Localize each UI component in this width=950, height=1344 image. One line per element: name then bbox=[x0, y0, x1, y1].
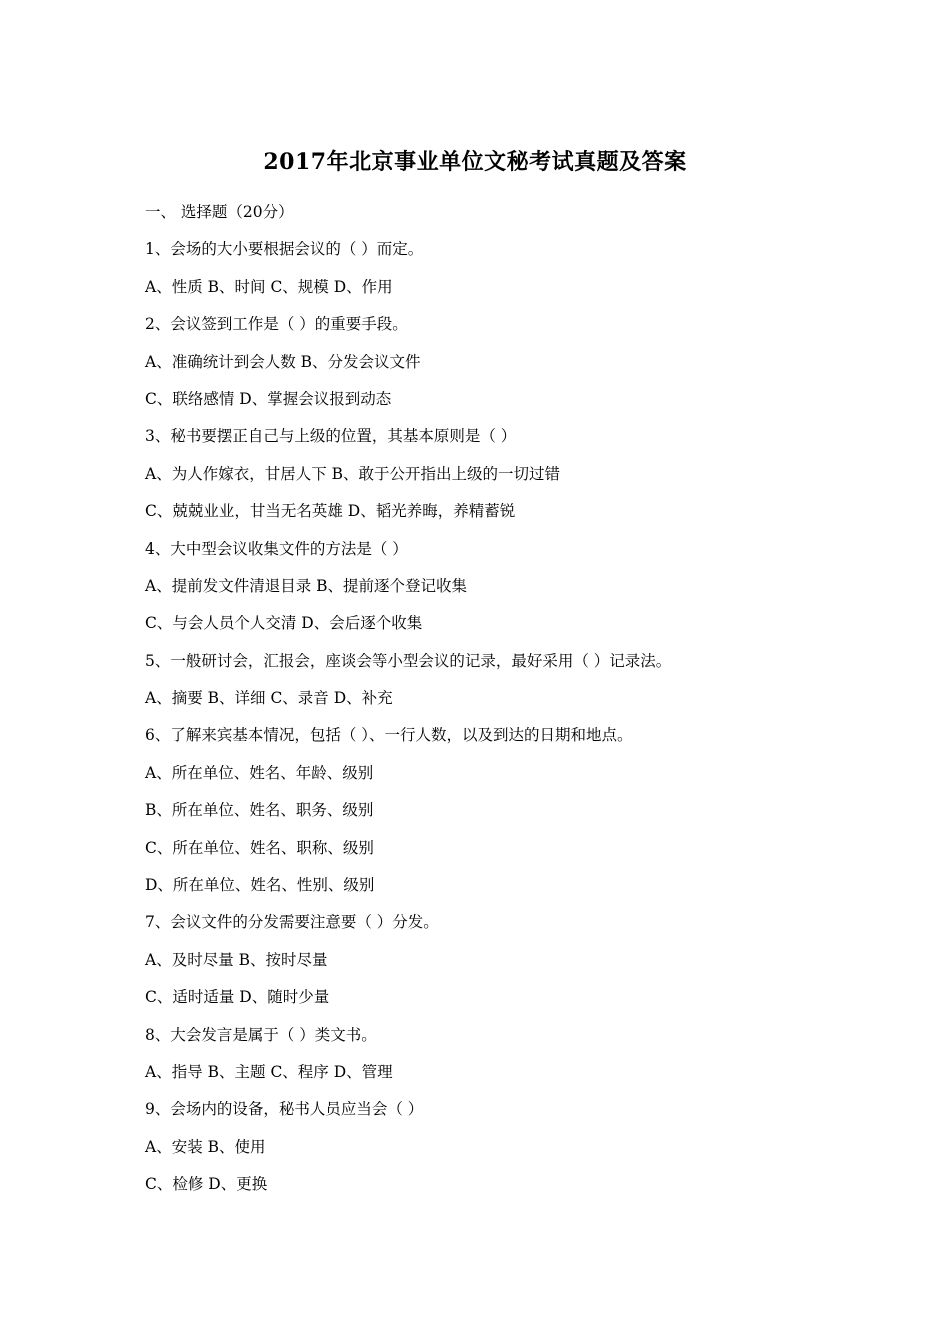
page-title: 2017年北京事业单位文秘考试真题及答案 bbox=[263, 149, 687, 175]
question-4-options-cd: C、与会人员个人交清 D、会后逐个收集 bbox=[145, 614, 423, 633]
question-6: 6、了解来宾基本情况，包括（ ）、一行人数，以及到达的日期和地点。 bbox=[145, 726, 633, 745]
question-2-options-cd: C、联络感情 D、掌握会议报到动态 bbox=[145, 389, 392, 408]
question-9-options-ab: A、安装 B、使用 bbox=[145, 1137, 266, 1156]
question-4-options-ab: A、提前发文件清退目录 B、提前逐个登记收集 bbox=[145, 576, 468, 595]
section-heading: 一、 选择题（20分） bbox=[145, 203, 294, 221]
question-7-options-ab: A、及时尽量 B、按时尽量 bbox=[145, 950, 328, 969]
question-6-option-c: C、所在单位、姓名、职称、级别 bbox=[145, 838, 374, 857]
question-4: 4、大中型会议收集文件的方法是（ ） bbox=[145, 539, 408, 558]
question-7-options-cd: C、适时适量 D、随时少量 bbox=[145, 988, 330, 1007]
question-9: 9、会场内的设备，秘书人员应当会（ ） bbox=[145, 1100, 424, 1119]
question-1-options: A、性质 B、时间 C、规模 D、作用 bbox=[145, 277, 393, 296]
question-2: 2、会议签到工作是（ ）的重要手段。 bbox=[145, 315, 408, 334]
question-6-option-a: A、所在单位、姓名、年龄、级别 bbox=[145, 763, 374, 782]
question-5-options: A、摘要 B、详细 C、录音 D、补充 bbox=[145, 689, 393, 708]
exam-body bbox=[145, 198, 845, 1208]
question-3-options-cd: C、兢兢业业，甘当无名英雄 D、韬光养晦，养精蓄锐 bbox=[145, 502, 516, 521]
question-8-options: A、指导 B、主题 C、程序 D、管理 bbox=[145, 1062, 393, 1081]
question-9-options-cd: C、检修 D、更换 bbox=[145, 1175, 268, 1194]
question-2-options-ab: A、准确统计到会人数 B、分发会议文件 bbox=[145, 352, 421, 371]
question-8: 8、大会发言是属于（ ）类文书。 bbox=[145, 1025, 377, 1044]
question-6-option-d: D、所在单位、姓名、性别、级别 bbox=[145, 876, 375, 895]
question-6-option-b: B、所在单位、姓名、职务、级别 bbox=[145, 801, 374, 820]
question-7: 7、会议文件的分发需要注意要（ ）分发。 bbox=[145, 913, 439, 932]
question-5: 5、一般研讨会，汇报会，座谈会等小型会议的记录，最好采用（ ）记录法。 bbox=[145, 651, 672, 670]
question-3-options-ab: A、为人作嫁衣，甘居人下 B、敢于公开指出上级的一切过错 bbox=[145, 464, 561, 483]
question-1: 1、会场的大小要根据会议的（ ）而定。 bbox=[145, 240, 424, 259]
question-3: 3、秘书要摆正自己与上级的位置，其基本原则是（ ） bbox=[145, 427, 517, 446]
